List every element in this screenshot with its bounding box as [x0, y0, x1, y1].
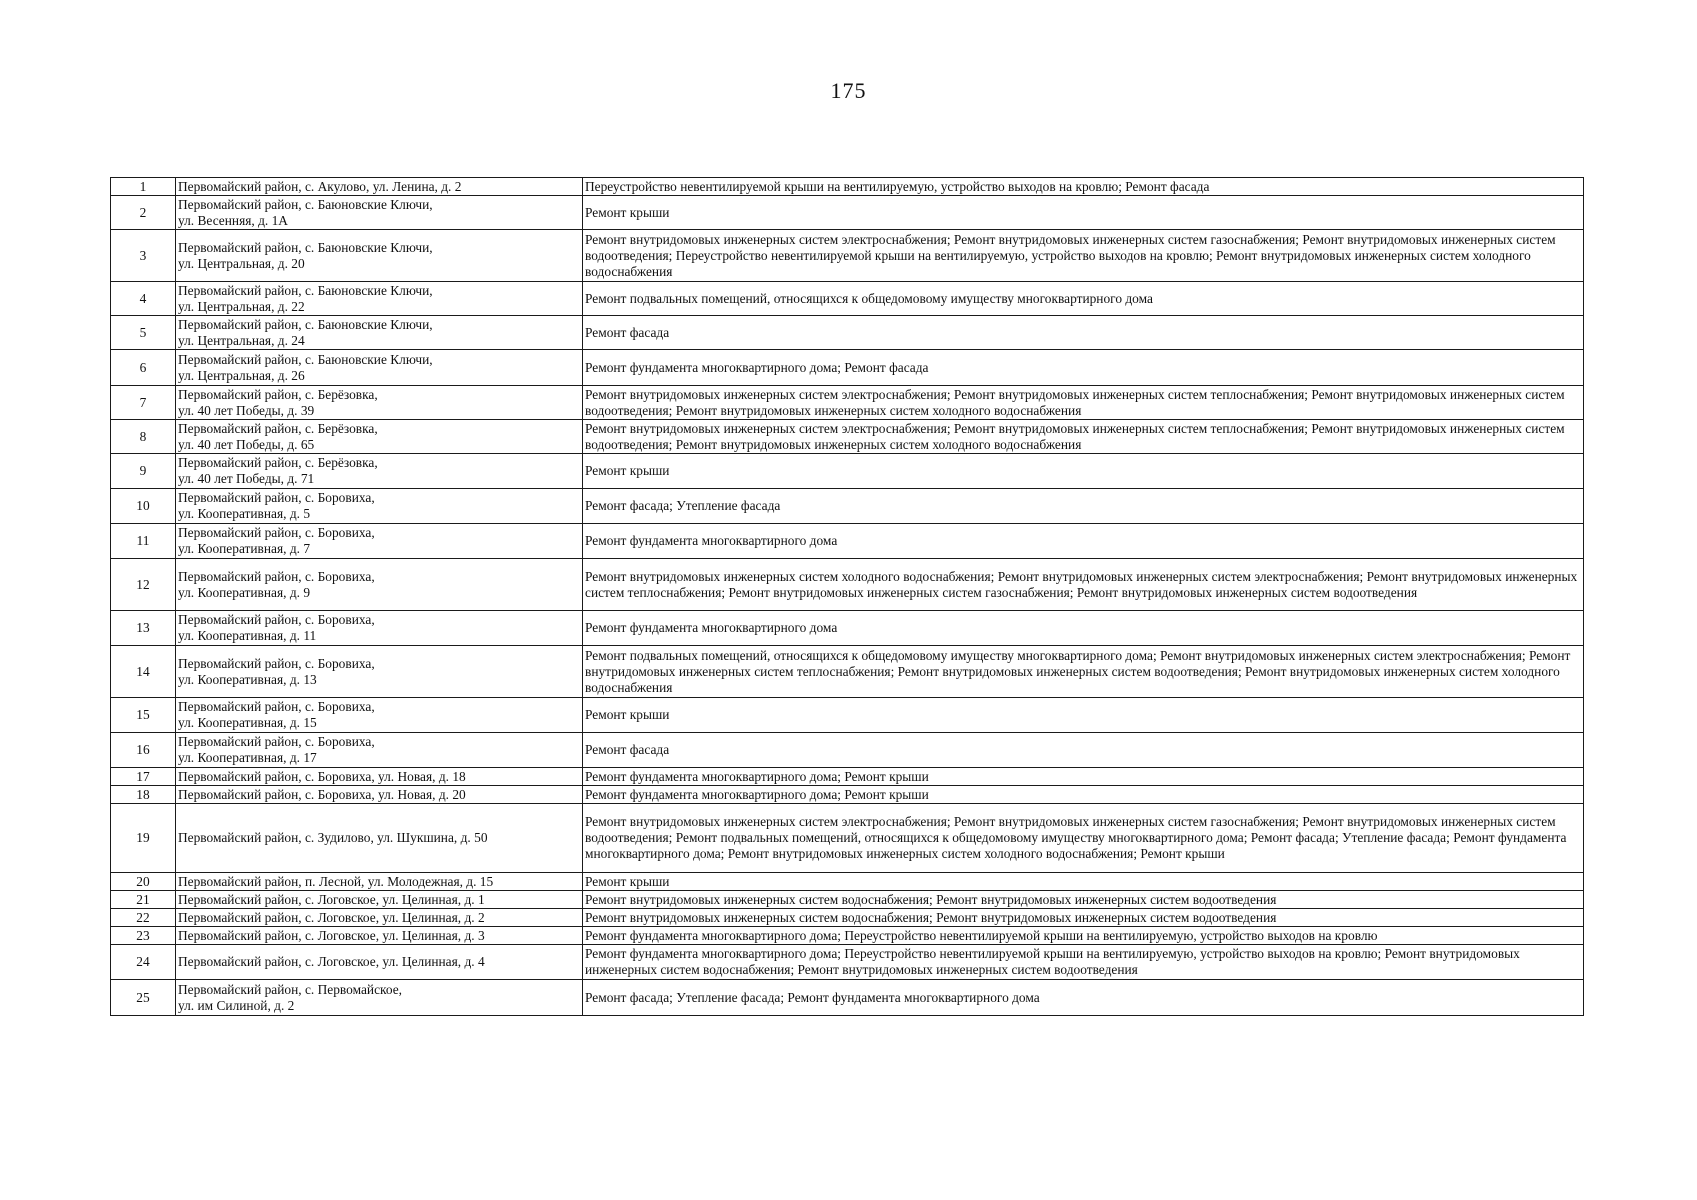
- address-line: Первомайский район, с. Боровиха, ул. Новая, д. 20: [178, 786, 466, 802]
- row-number-cell: 20: [111, 873, 176, 891]
- row-number-cell: 3: [111, 230, 176, 282]
- table-row: [111, 927, 1584, 945]
- row-number-cell: 9: [111, 454, 176, 489]
- address-cell: [176, 524, 583, 559]
- table-row: [111, 733, 1584, 768]
- work-types-cell: Ремонт фундамента многоквартирного дома; Переустройство невентилируемой крыши на вентилируемую, устройство выходов на кровлю; Ремонт внутридомовых инженерных систем водоснабжения; Ремонт внутридомовых инженерных систем водоотведения: [583, 945, 1584, 980]
- row-number-cell: 13: [111, 611, 176, 646]
- row-number-cell: 12: [111, 559, 176, 611]
- address-line: Первомайский район, с. Боровиха,: [178, 568, 375, 584]
- work-types-cell: Ремонт фундамента многоквартирного дома; Переустройство невентилируемой крыши на вентилируемую, устройство выходов на кровлю: [583, 927, 1584, 945]
- address-line: ул. Кооперативная, д. 13: [178, 671, 317, 687]
- address-line: Первомайский район, с. Боровиха,: [178, 734, 375, 749]
- row-number-cell: 2: [111, 196, 176, 230]
- table-row: [111, 178, 1584, 196]
- table-row: [111, 524, 1584, 559]
- work-types-cell: Ремонт внутридомовых инженерных систем электроснабжения; Ремонт внутридомовых инженерных систем теплоснабжения; Ремонт внутридомовых инженерных систем водоотведения; Ремонт внутридомовых инженерных систем холодного водоснабжения: [583, 420, 1584, 454]
- work-types-cell: Ремонт крыши: [583, 454, 1584, 489]
- table-row: [111, 559, 1584, 611]
- row-number-cell: 10: [111, 489, 176, 524]
- row-number-cell: 14: [111, 646, 176, 698]
- row-number-cell: 7: [111, 386, 176, 420]
- address-cell: [176, 786, 583, 804]
- address-cell: [176, 282, 583, 316]
- address-line: ул. Центральная, д. 26: [178, 367, 305, 383]
- table-row: [111, 945, 1584, 980]
- address-line: Первомайский район, с. Баюновские Ключи,: [178, 196, 433, 212]
- table-row: [111, 316, 1584, 350]
- address-line: Первомайский район, с. Логовское, ул. Целинная, д. 3: [178, 927, 485, 943]
- address-line: Первомайский район, с. Первомайское,: [178, 981, 402, 997]
- work-types-cell: Переустройство невентилируемой крыши на вентилируемую, устройство выходов на кровлю; Ремонт фасада: [583, 178, 1584, 196]
- table-row: [111, 386, 1584, 420]
- work-types-cell: Ремонт внутридомовых инженерных систем холодного водоснабжения; Ремонт внутридомовых инженерных систем электроснабжения; Ремонт внутридомовых инженерных систем теплоснабжения; Ремонт внутридомовых инженерных систем газоснабжения; Ремонт внутридомовых инженерных систем водоотведения: [583, 559, 1584, 611]
- table-row: [111, 909, 1584, 927]
- address-line: ул. 40 лет Победы, д. 65: [178, 436, 315, 452]
- row-number-cell: 5: [111, 316, 176, 350]
- work-types-cell: Ремонт подвальных помещений, относящихся к общедомовому имуществу многоквартирного дома; Ремонт внутридомовых инженерных систем электроснабжения; Ремонт внутридомовых инженерных систем теплоснабжения; Ремонт внутридомовых инженерных систем водоотведения; Ремонт внутридомовых инженерных систем холодного водоснабжения: [583, 646, 1584, 698]
- work-types-cell: Ремонт фундамента многоквартирного дома; Ремонт фасада: [583, 350, 1584, 386]
- address-cell: [176, 316, 583, 350]
- work-types-cell: Ремонт внутридомовых инженерных систем водоснабжения; Ремонт внутридомовых инженерных систем водоотведения: [583, 891, 1584, 909]
- address-cell: [176, 891, 583, 909]
- address-line: Первомайский район, с. Берёзовка,: [178, 420, 378, 436]
- address-line: ул. Весенняя, д. 1А: [178, 212, 288, 228]
- address-cell: [176, 927, 583, 945]
- address-cell: [176, 909, 583, 927]
- address-line: Первомайский район, с. Зудилово, ул. Шукшина, д. 50: [178, 830, 488, 845]
- address-line: ул. Центральная, д. 20: [178, 255, 305, 271]
- address-line: Первомайский район, с. Баюновские Ключи,: [178, 282, 433, 298]
- address-line: Первомайский район, с. Боровиха,: [178, 655, 375, 671]
- address-line: Первомайский район, с. Боровиха,: [178, 699, 375, 714]
- address-line: ул. Кооперативная, д. 9: [178, 584, 311, 600]
- address-cell: [176, 611, 583, 646]
- table-row: [111, 420, 1584, 454]
- address-cell: [176, 733, 583, 768]
- works-table: [110, 177, 1584, 1016]
- address-line: ул. Кооперативная, д. 7: [178, 541, 311, 556]
- work-types-cell: Ремонт фасада; Утепление фасада; Ремонт фундамента многоквартирного дома: [583, 980, 1584, 1016]
- address-cell: [176, 489, 583, 524]
- row-number-cell: 16: [111, 733, 176, 768]
- work-types-cell: Ремонт крыши: [583, 698, 1584, 733]
- address-line: ул. Центральная, д. 22: [178, 298, 305, 314]
- row-number-cell: 19: [111, 804, 176, 873]
- work-types-cell: Ремонт фундамента многоквартирного дома: [583, 611, 1584, 646]
- table-row: [111, 786, 1584, 804]
- address-line: ул. Кооперативная, д. 5: [178, 506, 311, 521]
- page-number: 175: [830, 78, 867, 103]
- address-line: ул. им Силиной, д. 2: [178, 997, 295, 1013]
- row-number-cell: 22: [111, 909, 176, 927]
- address-cell: [176, 980, 583, 1016]
- work-types-cell: Ремонт крыши: [583, 873, 1584, 891]
- work-types-cell: Ремонт фундамента многоквартирного дома: [583, 524, 1584, 559]
- row-number-cell: 11: [111, 524, 176, 559]
- address-cell: [176, 230, 583, 282]
- address-line: Первомайский район, с. Баюновские Ключи,: [178, 351, 433, 367]
- address-cell: [176, 768, 583, 786]
- address-line: ул. Кооперативная, д. 11: [178, 628, 317, 643]
- address-line: ул. Кооперативная, д. 17: [178, 750, 317, 765]
- table-row: [111, 768, 1584, 786]
- table-row: [111, 454, 1584, 489]
- work-types-cell: Ремонт внутридомовых инженерных систем электроснабжения; Ремонт внутридомовых инженерных систем теплоснабжения; Ремонт внутридомовых инженерных систем водоотведения; Ремонт внутридомовых инженерных систем холодного водоснабжения: [583, 386, 1584, 420]
- address-cell: [176, 873, 583, 891]
- address-cell: [176, 178, 583, 196]
- work-types-cell: Ремонт внутридомовых инженерных систем электроснабжения; Ремонт внутридомовых инженерных систем газоснабжения; Ремонт внутридомовых инженерных систем водоотведения; Ремонт подвальных помещений, относящихся к общедомовому имуществу многоквартирного дома; Ремонт фасада; Утепление фасада; Ремонт фундамента многоквартирного дома; Ремонт внутридомовых инженерных систем холодного водоснабжения; Ремонт крыши: [583, 804, 1584, 873]
- work-types-cell: Ремонт внутридомовых инженерных систем водоснабжения; Ремонт внутридомовых инженерных систем водоотведения: [583, 909, 1584, 927]
- row-number-cell: 25: [111, 980, 176, 1016]
- table-row: [111, 646, 1584, 698]
- address-cell: [176, 386, 583, 420]
- address-cell: [176, 196, 583, 230]
- row-number-cell: 1: [111, 178, 176, 196]
- address-line: Первомайский район, с. Боровиха,: [178, 612, 375, 627]
- work-types-cell: Ремонт подвальных помещений, относящихся к общедомовому имуществу многоквартирного дома: [583, 282, 1584, 316]
- address-line: ул. Центральная, д. 24: [178, 332, 305, 348]
- row-number-cell: 24: [111, 945, 176, 980]
- address-cell: [176, 420, 583, 454]
- work-types-cell: Ремонт фундамента многоквартирного дома; Ремонт крыши: [583, 768, 1584, 786]
- address-cell: [176, 698, 583, 733]
- address-line: Первомайский район, с. Боровиха, ул. Новая, д. 18: [178, 768, 466, 784]
- row-number-cell: 6: [111, 350, 176, 386]
- table-row: [111, 873, 1584, 891]
- address-line: ул. 40 лет Победы, д. 71: [178, 471, 315, 486]
- table-row: [111, 196, 1584, 230]
- row-number-cell: 18: [111, 786, 176, 804]
- work-types-cell: Ремонт крыши: [583, 196, 1584, 230]
- address-cell: [176, 454, 583, 489]
- works-table-body: [111, 178, 1584, 1016]
- address-line: Первомайский район, с. Акулово, ул. Ленина, д. 2: [178, 178, 462, 194]
- address-line: Первомайский район, с. Берёзовка,: [178, 455, 378, 470]
- address-line: Первомайский район, с. Баюновские Ключи,: [178, 239, 433, 255]
- address-line: Первомайский район, с. Логовское, ул. Целинная, д. 4: [178, 954, 485, 969]
- row-number-cell: 21: [111, 891, 176, 909]
- address-line: Первомайский район, с. Боровиха,: [178, 490, 375, 505]
- address-cell: [176, 804, 583, 873]
- address-line: Первомайский район, п. Лесной, ул. Молодежная, д. 15: [178, 873, 494, 889]
- table-row: [111, 611, 1584, 646]
- address-line: Первомайский район, с. Берёзовка,: [178, 386, 378, 402]
- address-cell: [176, 646, 583, 698]
- table-row: [111, 698, 1584, 733]
- work-types-cell: Ремонт фундамента многоквартирного дома; Ремонт крыши: [583, 786, 1584, 804]
- work-types-cell: Ремонт фасада; Утепление фасада: [583, 489, 1584, 524]
- table-row: [111, 804, 1584, 873]
- table-row: [111, 350, 1584, 386]
- table-row: [111, 230, 1584, 282]
- table-row: [111, 980, 1584, 1016]
- table-row: [111, 891, 1584, 909]
- address-line: Первомайский район, с. Баюновские Ключи,: [178, 316, 433, 332]
- row-number-cell: 4: [111, 282, 176, 316]
- table-row: [111, 282, 1584, 316]
- address-line: Первомайский район, с. Логовское, ул. Целинная, д. 1: [178, 891, 485, 907]
- address-cell: [176, 945, 583, 980]
- row-number-cell: 8: [111, 420, 176, 454]
- address-line: Первомайский район, с. Логовское, ул. Целинная, д. 2: [178, 909, 485, 925]
- address-line: Первомайский район, с. Боровиха,: [178, 525, 375, 540]
- address-line: ул. Кооперативная, д. 15: [178, 715, 317, 730]
- address-line: ул. 40 лет Победы, д. 39: [178, 402, 315, 418]
- row-number-cell: 23: [111, 927, 176, 945]
- row-number-cell: 17: [111, 768, 176, 786]
- row-number-cell: 15: [111, 698, 176, 733]
- address-cell: [176, 350, 583, 386]
- work-types-cell: Ремонт фасада: [583, 733, 1584, 768]
- work-types-cell: Ремонт внутридомовых инженерных систем электроснабжения; Ремонт внутридомовых инженерных систем газоснабжения; Ремонт внутридомовых инженерных систем водоотведения; Переустройство невентилируемой крыши на вентилируемую, устройство выходов на кровлю; Ремонт внутридомовых инженерных систем холодного водоснабжения: [583, 230, 1584, 282]
- table-row: [111, 489, 1584, 524]
- address-cell: [176, 559, 583, 611]
- work-types-cell: Ремонт фасада: [583, 316, 1584, 350]
